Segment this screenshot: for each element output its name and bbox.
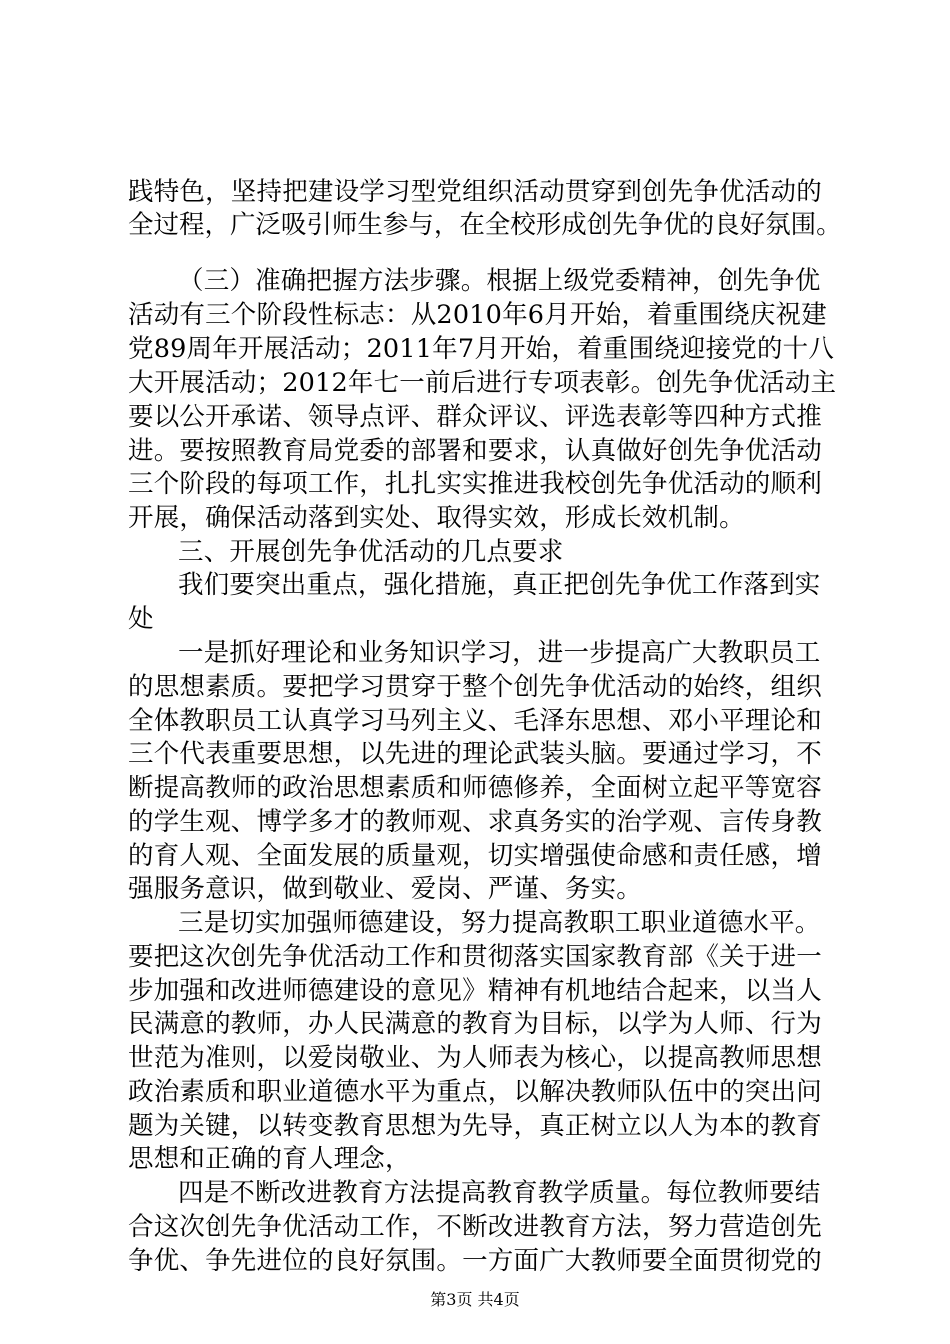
text-line: 全过程，广泛吸引师生参与，在全校形成创先争优的良好氛围。: [128, 210, 842, 240]
text-line: 活动有三个阶段性标志：从2010年6月开始，着重围绕庆祝建: [128, 300, 827, 330]
text-line: 三个阶段的每项工作，扎扎实实推进我校创先争优活动的顺利: [128, 469, 822, 499]
text-line: 党89周年开展活动；2011年7月开始，着重围绕迎接党的十八: [128, 334, 835, 364]
text-line: 三个代表重要思想，以先进的理论武装头脑。要通过学习，不: [128, 739, 822, 769]
text-line: 题为关键，以转变教育思想为先导，真正树立以人为本的教育: [128, 1111, 822, 1141]
text-line: 大开展活动；2012年七一前后进行专项表彰。创先争优活动主: [128, 368, 837, 398]
text-line: 开展，确保活动落到实处、取得实效，形成长效机制。: [128, 503, 745, 533]
text-line: 三是切实加强师德建设，努力提高教职工职业道德水平。: [178, 908, 821, 938]
text-line: 践特色，坚持把建设学习型党组织活动贯穿到创先争优活动的: [128, 177, 822, 207]
text-line: 步加强和改进师德建设的意见》精神有机地结合起来，以当人: [128, 976, 822, 1006]
text-line: 合这次创先争优活动工作，不断改进教育方法，努力营造创先: [128, 1212, 822, 1242]
text-line: 要把这次创先争优活动工作和贯彻落实国家教育部《关于进一: [128, 942, 822, 972]
text-line: 我们要突出重点，强化措施，真正把创先争优工作落到实: [178, 570, 821, 600]
text-line: 的学生观、博学多才的教师观、求真务实的治学观、言传身教: [128, 807, 822, 837]
section-heading: 三、开展创先争优活动的几点要求: [178, 537, 564, 567]
text-line: 思想和正确的育人理念，: [128, 1144, 411, 1174]
page-footer: 第3页 共4页: [430, 1290, 520, 1309]
text-line: 处: [128, 604, 154, 634]
text-line: 断提高教师的政治思想素质和师德修养，全面树立起平等宽容: [128, 773, 822, 803]
text-line: 强服务意识，做到敬业、爱岗、严谨、务实。: [128, 874, 643, 904]
text-line: 民满意的教师，办人民满意的教育为目标，以学为人师、行为: [128, 1009, 822, 1039]
text-line: 进。要按照教育局党委的部署和要求，认真做好创先争优活动: [128, 436, 822, 466]
text-line: 的思想素质。要把学习贯穿于整个创先争优活动的始终，组织: [128, 672, 822, 702]
text-line: （三）准确把握方法步骤。根据上级党委精神，创先争优: [178, 266, 821, 296]
text-line: 四是不断改进教育方法提高教育教学质量。每位教师要结: [178, 1178, 821, 1208]
text-line: 全体教职员工认真学习马列主义、毛泽东思想、邓小平理论和: [128, 706, 822, 736]
text-line: 政治素质和职业道德水平为重点，以解决教师队伍中的突出问: [128, 1077, 822, 1107]
text-line: 世范为准则，以爱岗敬业、为人师表为核心，以提高教师思想: [128, 1043, 822, 1073]
text-line: 要以公开承诺、领导点评、群众评议、评选表彰等四种方式推: [128, 402, 822, 432]
text-line: 的育人观、全面发展的质量观，切实增强使命感和责任感，增: [128, 841, 822, 871]
text-line: 争优、争先进位的良好氛围。一方面广大教师要全面贯彻党的: [128, 1246, 822, 1276]
text-line: 一是抓好理论和业务知识学习，进一步提高广大教职员工: [178, 638, 821, 668]
